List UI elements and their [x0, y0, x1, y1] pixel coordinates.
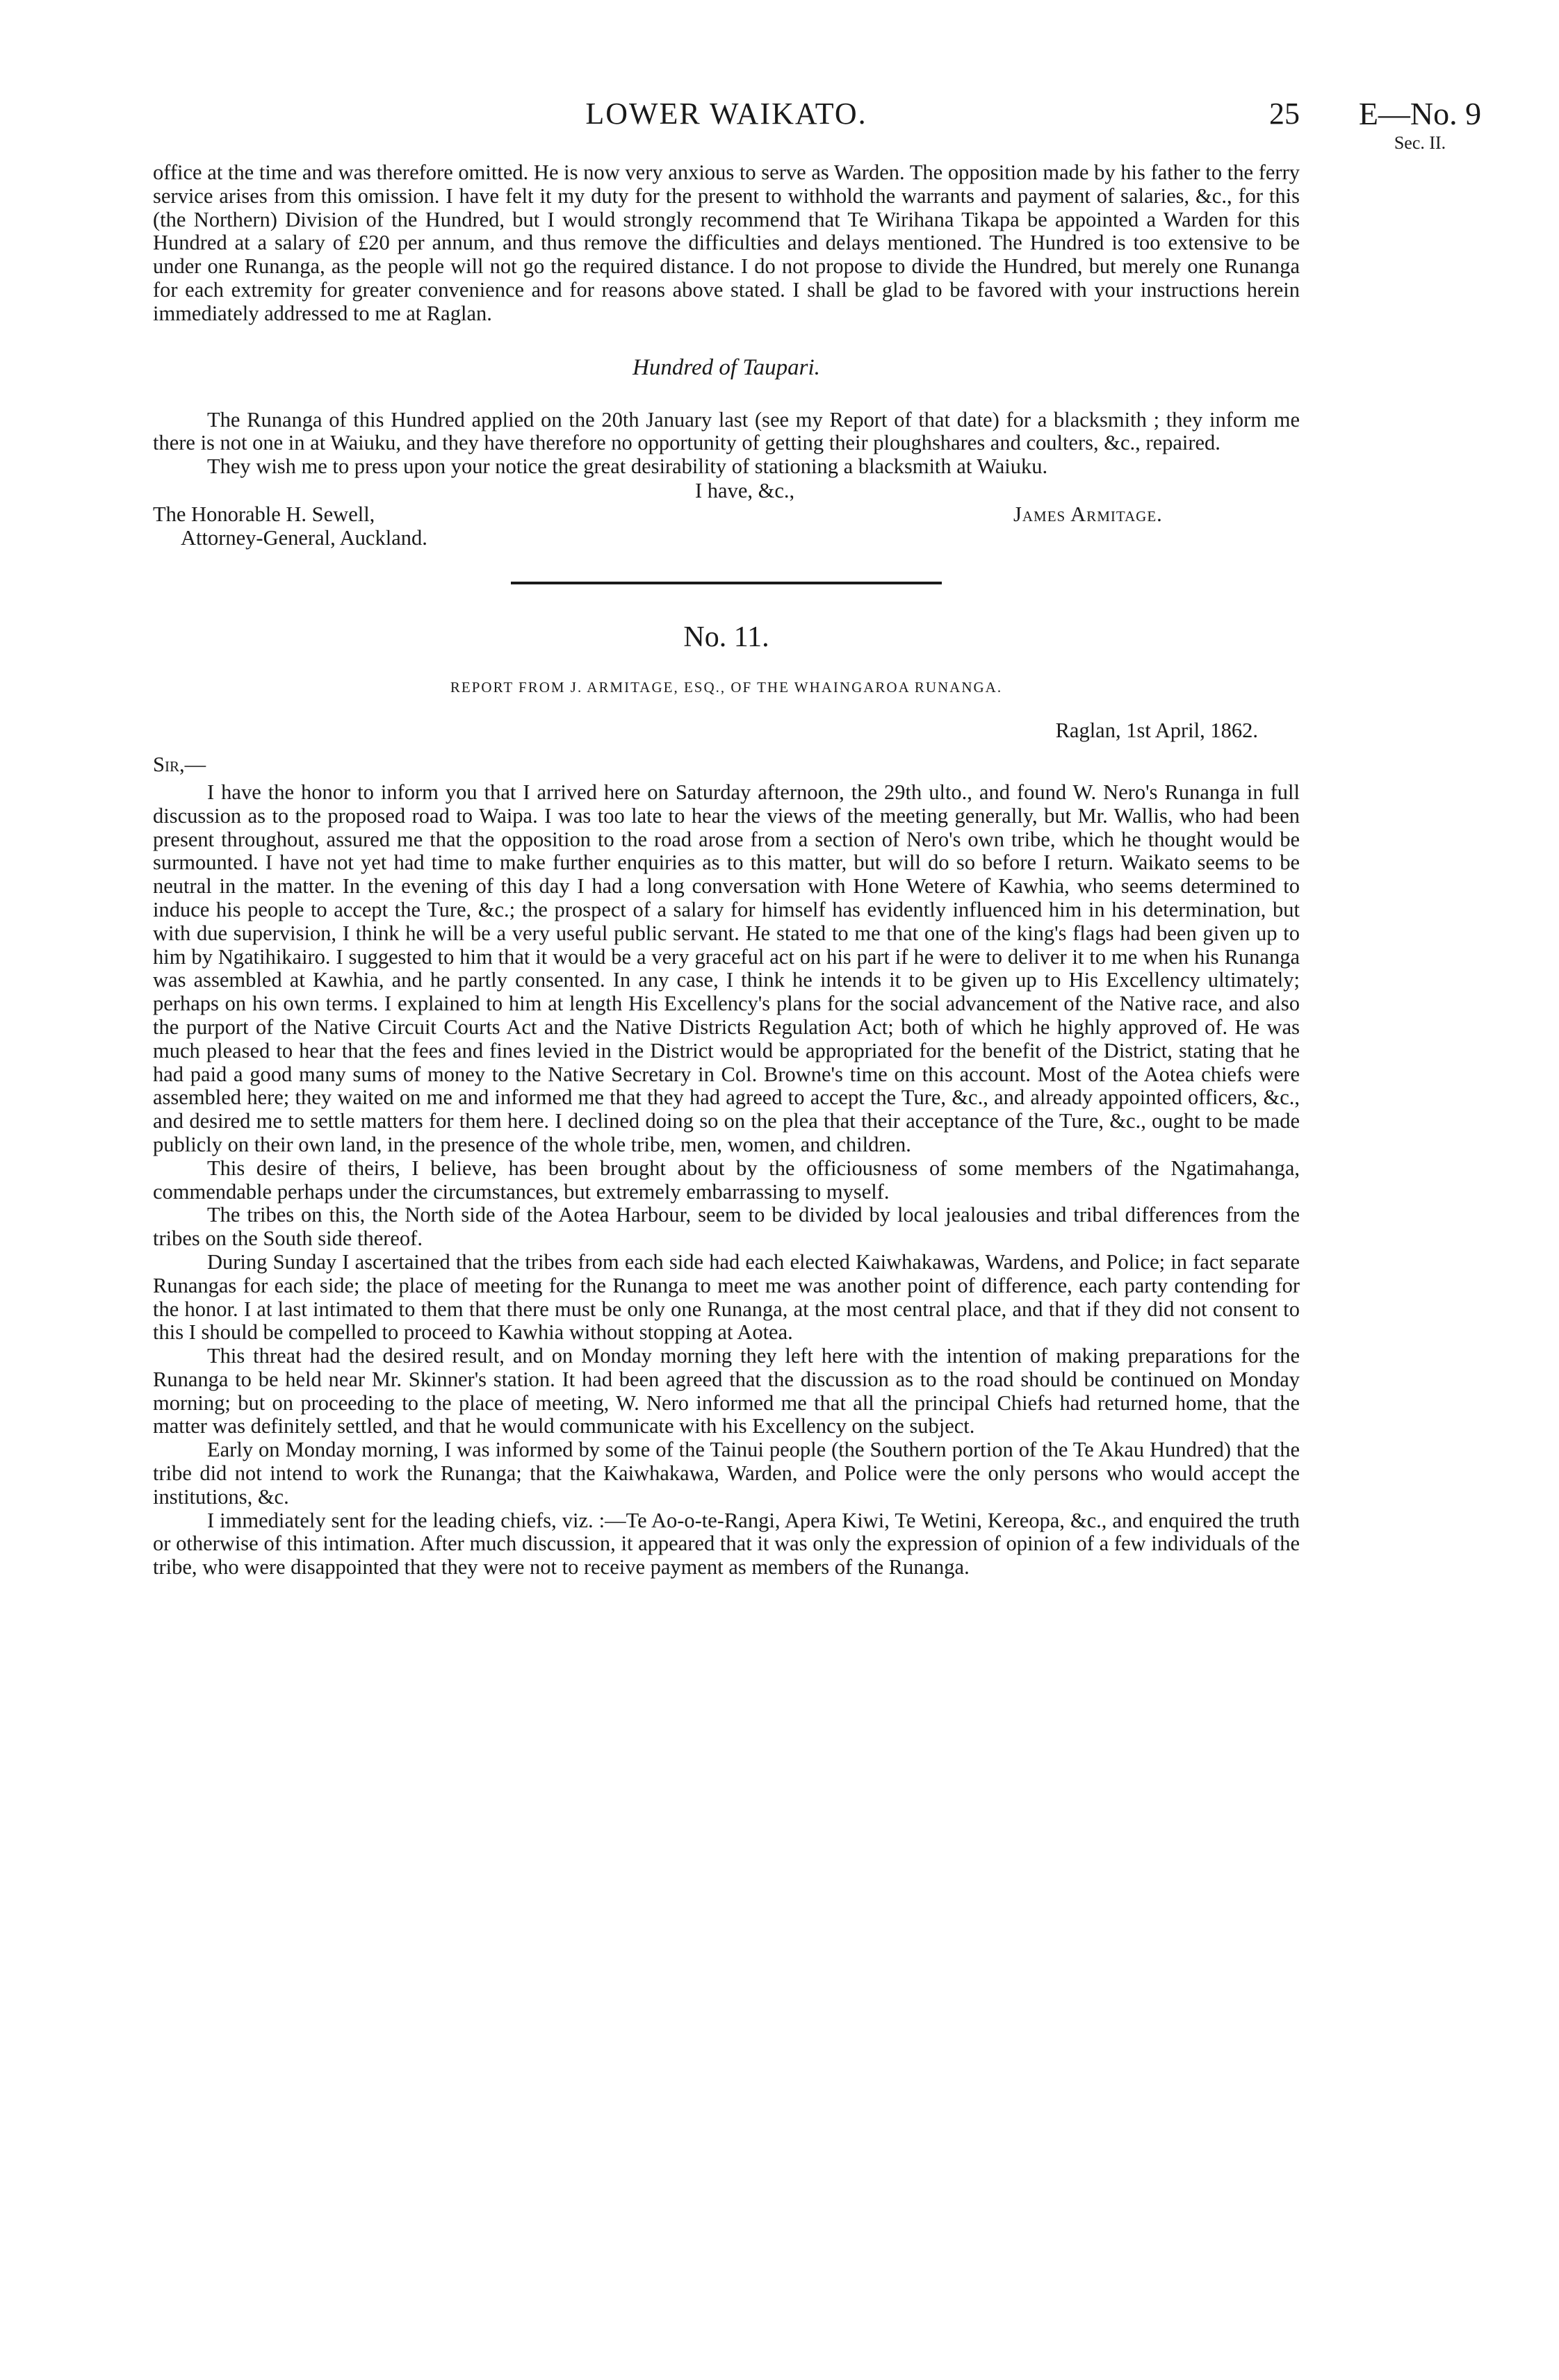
addressee-row: [153, 502, 1300, 526]
body-paragraph: The Runanga of this Hundred applied on the 20th January last (see my Report of that date) for a blacksmith ; they inform me there is not one in at Waiuku, and they have therefore no opportunity of getting their ploughshares and coulters, &c., repaired.: [153, 407, 1300, 455]
page-number: 25: [1269, 97, 1300, 131]
report-number: No. 11.: [683, 621, 769, 653]
body-paragraph: Early on Monday morning, I was informed by some of the Tainui people (the Southern portion of the Te Akau Hundred) that the tribe did not intend to work the Runanga; that the Kaiwhakawa, Warden, and Police were the only persons who would accept the institutions, &c.: [153, 1438, 1300, 1509]
document-body: [153, 161, 1300, 1579]
report-title: REPORT FROM J. ARMITAGE, ESQ., OF THE WHAINGAROA RUNANGA.: [450, 678, 1003, 696]
dateline: Raglan, 1st April, 1862.: [1055, 718, 1258, 742]
body-paragraph: This threat had the desired result, and on Monday morning they left here with the intention of making preparations for the Runanga to be held near Mr. Skinner's station. It had been agreed that the discussion as to the road should be continued on Monday morning; but on proceeding to the place of meeting, W. Nero informed me that all the principal Chiefs had returned home, that the matter was definitely settled, and that he would communicate with his Excellency on the subject.: [153, 1344, 1300, 1438]
body-paragraph: This desire of theirs, I believe, has been brought about by the officiousness of some members of the Ngatimahanga, commendable perhaps under the circumstances, but extremely embarrassing to myself.: [153, 1156, 1300, 1204]
body-paragraph: The tribes on this, the North side of the Aotea Harbour, seem to be divided by local jealousies and tribal differences from the tribes on the South side thereof.: [153, 1203, 1300, 1251]
section-heading-taupari: Hundred of Taupari.: [632, 354, 820, 380]
body-paragraph: I immediately sent for the leading chiefs, viz. :—Te Ao-o-te-Rangi, Apera Kiwi, Te Wetini, Kereopa, &c., and enquired the truth or otherwise of this intimation. After much discussion, it appeared that it was only the expression of opinion of a few individuals of the tribe, who were disappointed that they were not to receive payment as members of the Runanga.: [153, 1508, 1300, 1579]
addressee-name: The Honorable H. Sewell,: [153, 502, 375, 526]
section-label: Sec. II.: [1394, 133, 1446, 153]
continuation-paragraph: office at the time and was therefore omitted. He is now very anxious to serve as Warden. The opposition made by his father to the ferry service arises from this omission. I have felt it my duty for the present to withhold the warrants and payment of salaries, &c., for this (the Northern) Division of the Hundred, but I would strongly recommend that Te Wirihana Tikapa be appointed a Warden for this Hundred at a salary of £20 per annum, and thus remove the difficulties and delays mentioned. The Hundred is too extensive to be under one Runanga, as the people will not go the required distance. I do not propose to divide the Hundred, but merely one Runanga for each extremity for greater convenience and for reasons above stated. I shall be glad to be favored with your instructions herein immediately addressed to me at Raglan.: [153, 161, 1300, 325]
signature: James Armitage.: [1013, 502, 1163, 526]
document-reference: [1340, 96, 1500, 154]
salutation: Sir,—: [153, 752, 206, 776]
page-header: [153, 90, 1300, 139]
body-paragraph: During Sunday I ascertained that the tribes from each side had each elected Kaiwhakawas, Wardens, and Police; in fact separate Runangas for each side; the place of meeting for the Runanga to meet me was another point of difference, each party contending for the honor. I at last intimated to them that there must be only one Runanga, at the most central place, and that if they did not consent to this I should be compelled to proceed to Kawhia without stopping at Aotea.: [153, 1249, 1300, 1345]
body-paragraph: They wish me to press upon your notice the great desirability of stationing a blacksmith at Waiuku.: [207, 454, 1048, 479]
document-code: E—No. 9: [1358, 96, 1482, 131]
running-title: LOWER WAIKATO.: [585, 97, 867, 131]
section-divider: [511, 582, 942, 584]
closing-row: [153, 479, 1300, 502]
body-paragraph: I have the honor to inform you that I arrived here on Saturday afternoon, the 29th ulto., and found W. Nero's Runanga in full discussion as to the proposed road to Waipa. I was too late to hear the views of the meeting generally, but Mr. Wallis, who had been present throughout, assured me that the opposition to the road arose from a section of Nero's own tribe, which he thought would be surmounted. I have not yet had time to make further enquiries as to this matter, but will do so before I return. Waikato seems to be neutral in the matter. In the evening of this day I had a long conversation with Hone Wetere of Kawhia, who seems determined to induce his people to accept the Ture, &c.; the prospect of a salary for himself has evidently influenced him in his determination, but with due supervision, I think he will be a very useful public servant. He stated to me that one of the king's flags had been given up to him by Ngatihikairo. I suggested to him that it would be a very graceful act on his part if he were to deliver it to me when his Runanga was assembled at Kawhia, and he partly consented. In any case, I think he intends it to be given up to His Excellency ultimately; perhaps on his own terms. I explained to him at length His Excellency's plans for the social advancement of the Native race, and also the purport of the Native Circuit Courts Act and the Native Districts Regulation Act; both of which he highly approved of. He was much pleased to hear that the fees and fines levied in the District would be appropriated for the benefit of the District, stating that he had paid a good many sums of money to the Native Secretary in Col. Browne's time on this account. Most of the Aotea chiefs were assembled here; they waited on me and informed me that they had agreed to accept the Ture, &c., and already appointed officers, &c., and desired me to settle matters for them here. I declined doing so on the plea that their acceptance of the Ture, &c., ought to be made publicly on their own land, in the presence of the whole tribe, men, women, and children.: [153, 780, 1300, 1156]
closing-formula: I have, &c.,: [695, 478, 795, 502]
addressee-title: Attorney-General, Auckland.: [181, 525, 427, 550]
